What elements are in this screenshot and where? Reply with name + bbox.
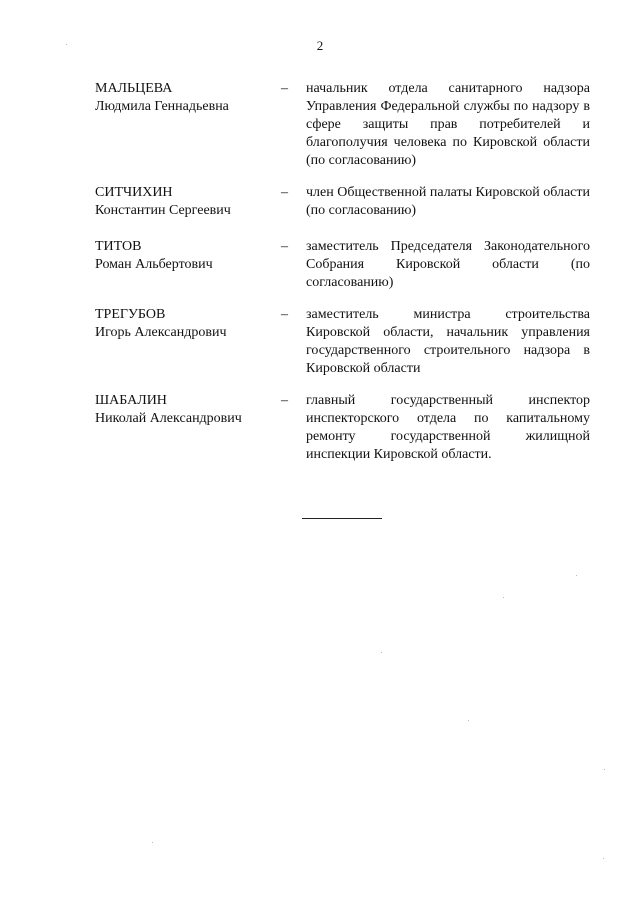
scan-speck [576,575,577,576]
member-position: главный государственный инспектор инспекторского отдела по капитальному ремонту государственной жилищной инспекции Кировской области. [306,393,590,462]
dash-separator: – [281,393,288,408]
scan-speck [603,858,604,859]
scan-speck [503,597,504,598]
member-given-names: Людмила Геннадьевна [95,99,229,114]
member-name [95,80,285,116]
member-surname: ТИТОВ [95,239,142,254]
member-position: член Общественной палаты Кировской области (по согласованию) [306,185,591,218]
scan-speck [152,842,153,843]
member-surname: ТРЕГУБОВ [95,307,166,322]
dash-separator: – [281,81,288,96]
member-given-names: Николай Александрович [95,411,242,426]
member-name [95,392,285,428]
member-name [95,238,285,274]
scan-speck [468,720,469,721]
member-surname: СИТЧИХИН [95,185,173,200]
member-surname: ШАБАЛИН [95,393,167,408]
member-given-names: Игорь Александрович [95,325,227,340]
member-given-names: Константин Сергеевич [95,203,231,218]
end-of-list-rule [302,518,382,519]
scan-speck [604,769,605,770]
member-position: начальник отдела санитарного надзора Управления Федеральной службы по надзору в сфере защиты прав потребителей и благополучия человека по Кировской области (по согласованию) [306,81,590,168]
member-name [95,306,285,342]
member-position: заместитель Председателя Законодательного Собрания Кировской области (по согласованию) [306,239,590,290]
dash-separator: – [281,307,288,322]
member-given-names: Роман Альбертович [95,257,213,272]
scan-speck [381,652,382,653]
scan-speck [66,44,67,45]
member-position: заместитель министра строительства Кировской области, начальник управления государственного строительного надзора в Кировской области [306,307,590,376]
member-surname: МАЛЬЦЕВА [95,81,173,96]
dash-separator: – [281,185,288,200]
member-name [95,184,285,220]
page-number: 2 [316,38,324,53]
dash-separator: – [281,239,288,254]
